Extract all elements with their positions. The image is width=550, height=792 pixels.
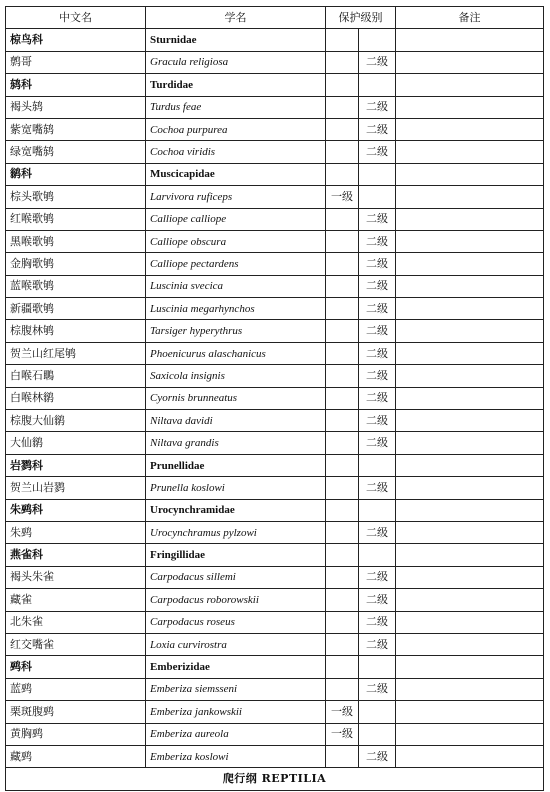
level-two-cell: 二级 <box>359 141 396 163</box>
level-two-cell <box>359 163 396 185</box>
notes-cell <box>396 611 544 633</box>
level-one-cell <box>326 566 359 588</box>
level-two-cell: 二级 <box>359 566 396 588</box>
level-one-cell <box>326 74 359 96</box>
notes-cell <box>396 186 544 208</box>
class-reptilia-heading: 爬行纲 REPTILIA <box>6 768 544 790</box>
level-two-cell: 二级 <box>359 275 396 297</box>
level-one-cell <box>326 163 359 185</box>
table-row <box>6 633 544 655</box>
chinese-name-cell: 红喉歌鸲 <box>6 208 146 230</box>
notes-cell <box>396 410 544 432</box>
chinese-name-cell: 朱鹀 <box>6 521 146 543</box>
level-one-cell <box>326 678 359 700</box>
level-one-cell <box>326 521 359 543</box>
chinese-name-cell: 椋鸟科 <box>6 29 146 51</box>
notes-cell <box>396 342 544 364</box>
level-two-cell: 二级 <box>359 633 396 655</box>
scientific-name-cell: Emberizidae <box>146 656 326 678</box>
notes-cell <box>396 387 544 409</box>
table-row <box>6 566 544 588</box>
level-one-cell <box>326 141 359 163</box>
notes-cell <box>396 566 544 588</box>
notes-cell <box>396 678 544 700</box>
level-one-cell <box>326 365 359 387</box>
table-row <box>6 51 544 73</box>
level-one-cell <box>326 611 359 633</box>
notes-cell <box>396 701 544 723</box>
level-one-cell <box>326 589 359 611</box>
header-chinese-name: 中文名 <box>6 7 146 29</box>
notes-cell <box>396 29 544 51</box>
level-one-cell <box>326 253 359 275</box>
level-two-cell: 二级 <box>359 230 396 252</box>
level-two-cell: 二级 <box>359 118 396 140</box>
scientific-name-cell: Prunella koslowi <box>146 477 326 499</box>
scientific-name-cell: Urocynchramidae <box>146 499 326 521</box>
level-one-cell <box>326 51 359 73</box>
notes-cell <box>396 51 544 73</box>
notes-cell <box>396 208 544 230</box>
scientific-name-cell: Carpodacus roseus <box>146 611 326 633</box>
table-row <box>6 477 544 499</box>
family-row <box>6 454 544 476</box>
level-two-cell: 二级 <box>359 745 396 767</box>
level-two-cell <box>359 701 396 723</box>
scientific-name-cell: Cochoa purpurea <box>146 118 326 140</box>
chinese-name-cell: 蓝喉歌鸲 <box>6 275 146 297</box>
level-one-cell <box>326 387 359 409</box>
level-one-cell <box>326 454 359 476</box>
scientific-name-cell: Tarsiger hyperythrus <box>146 320 326 342</box>
level-two-cell <box>359 544 396 566</box>
notes-cell <box>396 499 544 521</box>
level-two-cell: 二级 <box>359 410 396 432</box>
level-two-cell: 二级 <box>359 521 396 543</box>
notes-cell <box>396 723 544 745</box>
level-two-cell <box>359 656 396 678</box>
level-two-cell: 二级 <box>359 253 396 275</box>
scientific-name-cell: Phoenicurus alaschanicus <box>146 342 326 364</box>
notes-cell <box>396 298 544 320</box>
scientific-name-cell: Calliope pectardens <box>146 253 326 275</box>
chinese-name-cell: 红交嘴雀 <box>6 633 146 655</box>
scientific-name-cell: Emberiza aureola <box>146 723 326 745</box>
level-one-cell <box>326 342 359 364</box>
level-one-cell: 一级 <box>326 186 359 208</box>
level-one-cell <box>326 633 359 655</box>
level-two-cell <box>359 74 396 96</box>
level-one-cell <box>326 230 359 252</box>
notes-cell <box>396 544 544 566</box>
table-row <box>6 723 544 745</box>
scientific-name-cell: Carpodacus sillemi <box>146 566 326 588</box>
level-one-cell <box>326 29 359 51</box>
table-row <box>6 320 544 342</box>
scientific-name-cell: Muscicapidae <box>146 163 326 185</box>
table-row <box>6 118 544 140</box>
chinese-name-cell: 北朱雀 <box>6 611 146 633</box>
notes-cell <box>396 320 544 342</box>
table-row <box>6 387 544 409</box>
chinese-name-cell: 栗斑腹鹀 <box>6 701 146 723</box>
scientific-name-cell: Fringillidae <box>146 544 326 566</box>
table-row <box>6 141 544 163</box>
table-row <box>6 521 544 543</box>
notes-cell <box>396 589 544 611</box>
level-two-cell <box>359 454 396 476</box>
scientific-name-cell: Emberiza siemsseni <box>146 678 326 700</box>
table-row <box>6 253 544 275</box>
level-one-cell <box>326 477 359 499</box>
scientific-name-cell: Larvivora ruficeps <box>146 186 326 208</box>
scientific-name-cell: Saxicola insignis <box>146 365 326 387</box>
chinese-name-cell: 鸫科 <box>6 74 146 96</box>
chinese-name-cell: 鹀科 <box>6 656 146 678</box>
level-two-cell: 二级 <box>359 432 396 454</box>
level-two-cell: 二级 <box>359 51 396 73</box>
notes-cell <box>396 141 544 163</box>
table-row <box>6 678 544 700</box>
scientific-name-cell: Carpodacus roborowskii <box>146 589 326 611</box>
family-row <box>6 74 544 96</box>
chinese-name-cell: 岩鹨科 <box>6 454 146 476</box>
level-two-cell <box>359 723 396 745</box>
level-one-cell <box>326 499 359 521</box>
table-row <box>6 432 544 454</box>
family-row <box>6 29 544 51</box>
scientific-name-cell: Prunellidae <box>146 454 326 476</box>
chinese-name-cell: 紫宽嘴鸫 <box>6 118 146 140</box>
chinese-name-cell: 黑喉歌鸲 <box>6 230 146 252</box>
scientific-name-cell: Luscinia svecica <box>146 275 326 297</box>
notes-cell <box>396 253 544 275</box>
level-two-cell <box>359 499 396 521</box>
notes-cell <box>396 365 544 387</box>
level-two-cell: 二级 <box>359 589 396 611</box>
table-row <box>6 230 544 252</box>
level-two-cell: 二级 <box>359 678 396 700</box>
chinese-name-cell: 大仙鹟 <box>6 432 146 454</box>
scientific-name-cell: Niltava davidi <box>146 410 326 432</box>
table-row <box>6 365 544 387</box>
table-row <box>6 342 544 364</box>
notes-cell <box>396 521 544 543</box>
notes-cell <box>396 230 544 252</box>
table-row <box>6 186 544 208</box>
scientific-name-cell: Cochoa viridis <box>146 141 326 163</box>
chinese-name-cell: 鹟科 <box>6 163 146 185</box>
scientific-name-cell: Emberiza jankowskii <box>146 701 326 723</box>
level-one-cell <box>326 432 359 454</box>
chinese-name-cell: 绿宽嘴鸫 <box>6 141 146 163</box>
table-body <box>6 29 544 768</box>
family-row <box>6 544 544 566</box>
chinese-name-cell: 新疆歌鸲 <box>6 298 146 320</box>
level-two-cell: 二级 <box>359 611 396 633</box>
level-one-cell <box>326 275 359 297</box>
level-one-cell: 一级 <box>326 723 359 745</box>
scientific-name-cell: Gracula religiosa <box>146 51 326 73</box>
chinese-name-cell: 白喉石䳭 <box>6 365 146 387</box>
notes-cell <box>396 454 544 476</box>
scientific-name-cell: Calliope calliope <box>146 208 326 230</box>
notes-cell <box>396 633 544 655</box>
table-row <box>6 298 544 320</box>
table-header-row <box>6 7 544 29</box>
level-one-cell <box>326 96 359 118</box>
notes-cell <box>396 477 544 499</box>
level-two-cell: 二级 <box>359 342 396 364</box>
scientific-name-cell: Luscinia megarhynchos <box>146 298 326 320</box>
table-row <box>6 589 544 611</box>
notes-cell <box>396 163 544 185</box>
notes-cell <box>396 432 544 454</box>
scientific-name-cell: Turdidae <box>146 74 326 96</box>
chinese-name-cell: 燕雀科 <box>6 544 146 566</box>
table-row <box>6 611 544 633</box>
chinese-name-cell: 鹩哥 <box>6 51 146 73</box>
level-one-cell <box>326 208 359 230</box>
chinese-name-cell: 棕腹大仙鹟 <box>6 410 146 432</box>
scientific-name-cell: Cyornis brunneatus <box>146 387 326 409</box>
footer-row <box>6 768 544 790</box>
family-row <box>6 163 544 185</box>
scientific-name-cell: Calliope obscura <box>146 230 326 252</box>
table-row <box>6 208 544 230</box>
notes-cell <box>396 275 544 297</box>
chinese-name-cell: 蓝鹀 <box>6 678 146 700</box>
level-two-cell: 二级 <box>359 365 396 387</box>
level-one-cell <box>326 410 359 432</box>
level-one-cell <box>326 320 359 342</box>
notes-cell <box>396 96 544 118</box>
chinese-name-cell: 朱鹀科 <box>6 499 146 521</box>
chinese-name-cell: 白喉林鹟 <box>6 387 146 409</box>
level-one-cell <box>326 118 359 140</box>
level-two-cell: 二级 <box>359 320 396 342</box>
level-two-cell: 二级 <box>359 298 396 320</box>
chinese-name-cell: 褐头朱雀 <box>6 566 146 588</box>
species-protection-table <box>5 6 544 791</box>
level-two-cell: 二级 <box>359 477 396 499</box>
scientific-name-cell: Turdus feae <box>146 96 326 118</box>
header-scientific-name: 学名 <box>146 7 326 29</box>
family-row <box>6 499 544 521</box>
scientific-name-cell: Emberiza koslowi <box>146 745 326 767</box>
level-two-cell <box>359 186 396 208</box>
notes-cell <box>396 745 544 767</box>
level-two-cell <box>359 29 396 51</box>
chinese-name-cell: 棕头歌鸲 <box>6 186 146 208</box>
level-one-cell <box>326 298 359 320</box>
notes-cell <box>396 656 544 678</box>
table-row <box>6 745 544 767</box>
header-notes: 备注 <box>396 7 544 29</box>
level-one-cell <box>326 544 359 566</box>
chinese-name-cell: 贺兰山岩鹨 <box>6 477 146 499</box>
table-row <box>6 275 544 297</box>
level-one-cell: 一级 <box>326 701 359 723</box>
scientific-name-cell: Loxia curvirostra <box>146 633 326 655</box>
table-row <box>6 96 544 118</box>
table-row <box>6 410 544 432</box>
chinese-name-cell: 藏雀 <box>6 589 146 611</box>
chinese-name-cell: 金胸歌鸲 <box>6 253 146 275</box>
chinese-name-cell: 褐头鸫 <box>6 96 146 118</box>
table-row <box>6 701 544 723</box>
chinese-name-cell: 藏鹀 <box>6 745 146 767</box>
level-two-cell: 二级 <box>359 208 396 230</box>
chinese-name-cell: 棕腹林鸲 <box>6 320 146 342</box>
level-one-cell <box>326 656 359 678</box>
scientific-name-cell: Niltava grandis <box>146 432 326 454</box>
notes-cell <box>396 74 544 96</box>
level-one-cell <box>326 745 359 767</box>
level-two-cell: 二级 <box>359 387 396 409</box>
header-protection-level: 保护级别 <box>326 7 396 29</box>
chinese-name-cell: 贺兰山红尾鸲 <box>6 342 146 364</box>
scientific-name-cell: Urocynchramus pylzowi <box>146 521 326 543</box>
scientific-name-cell: Sturnidae <box>146 29 326 51</box>
family-row <box>6 656 544 678</box>
notes-cell <box>396 118 544 140</box>
chinese-name-cell: 黄胸鹀 <box>6 723 146 745</box>
level-two-cell: 二级 <box>359 96 396 118</box>
